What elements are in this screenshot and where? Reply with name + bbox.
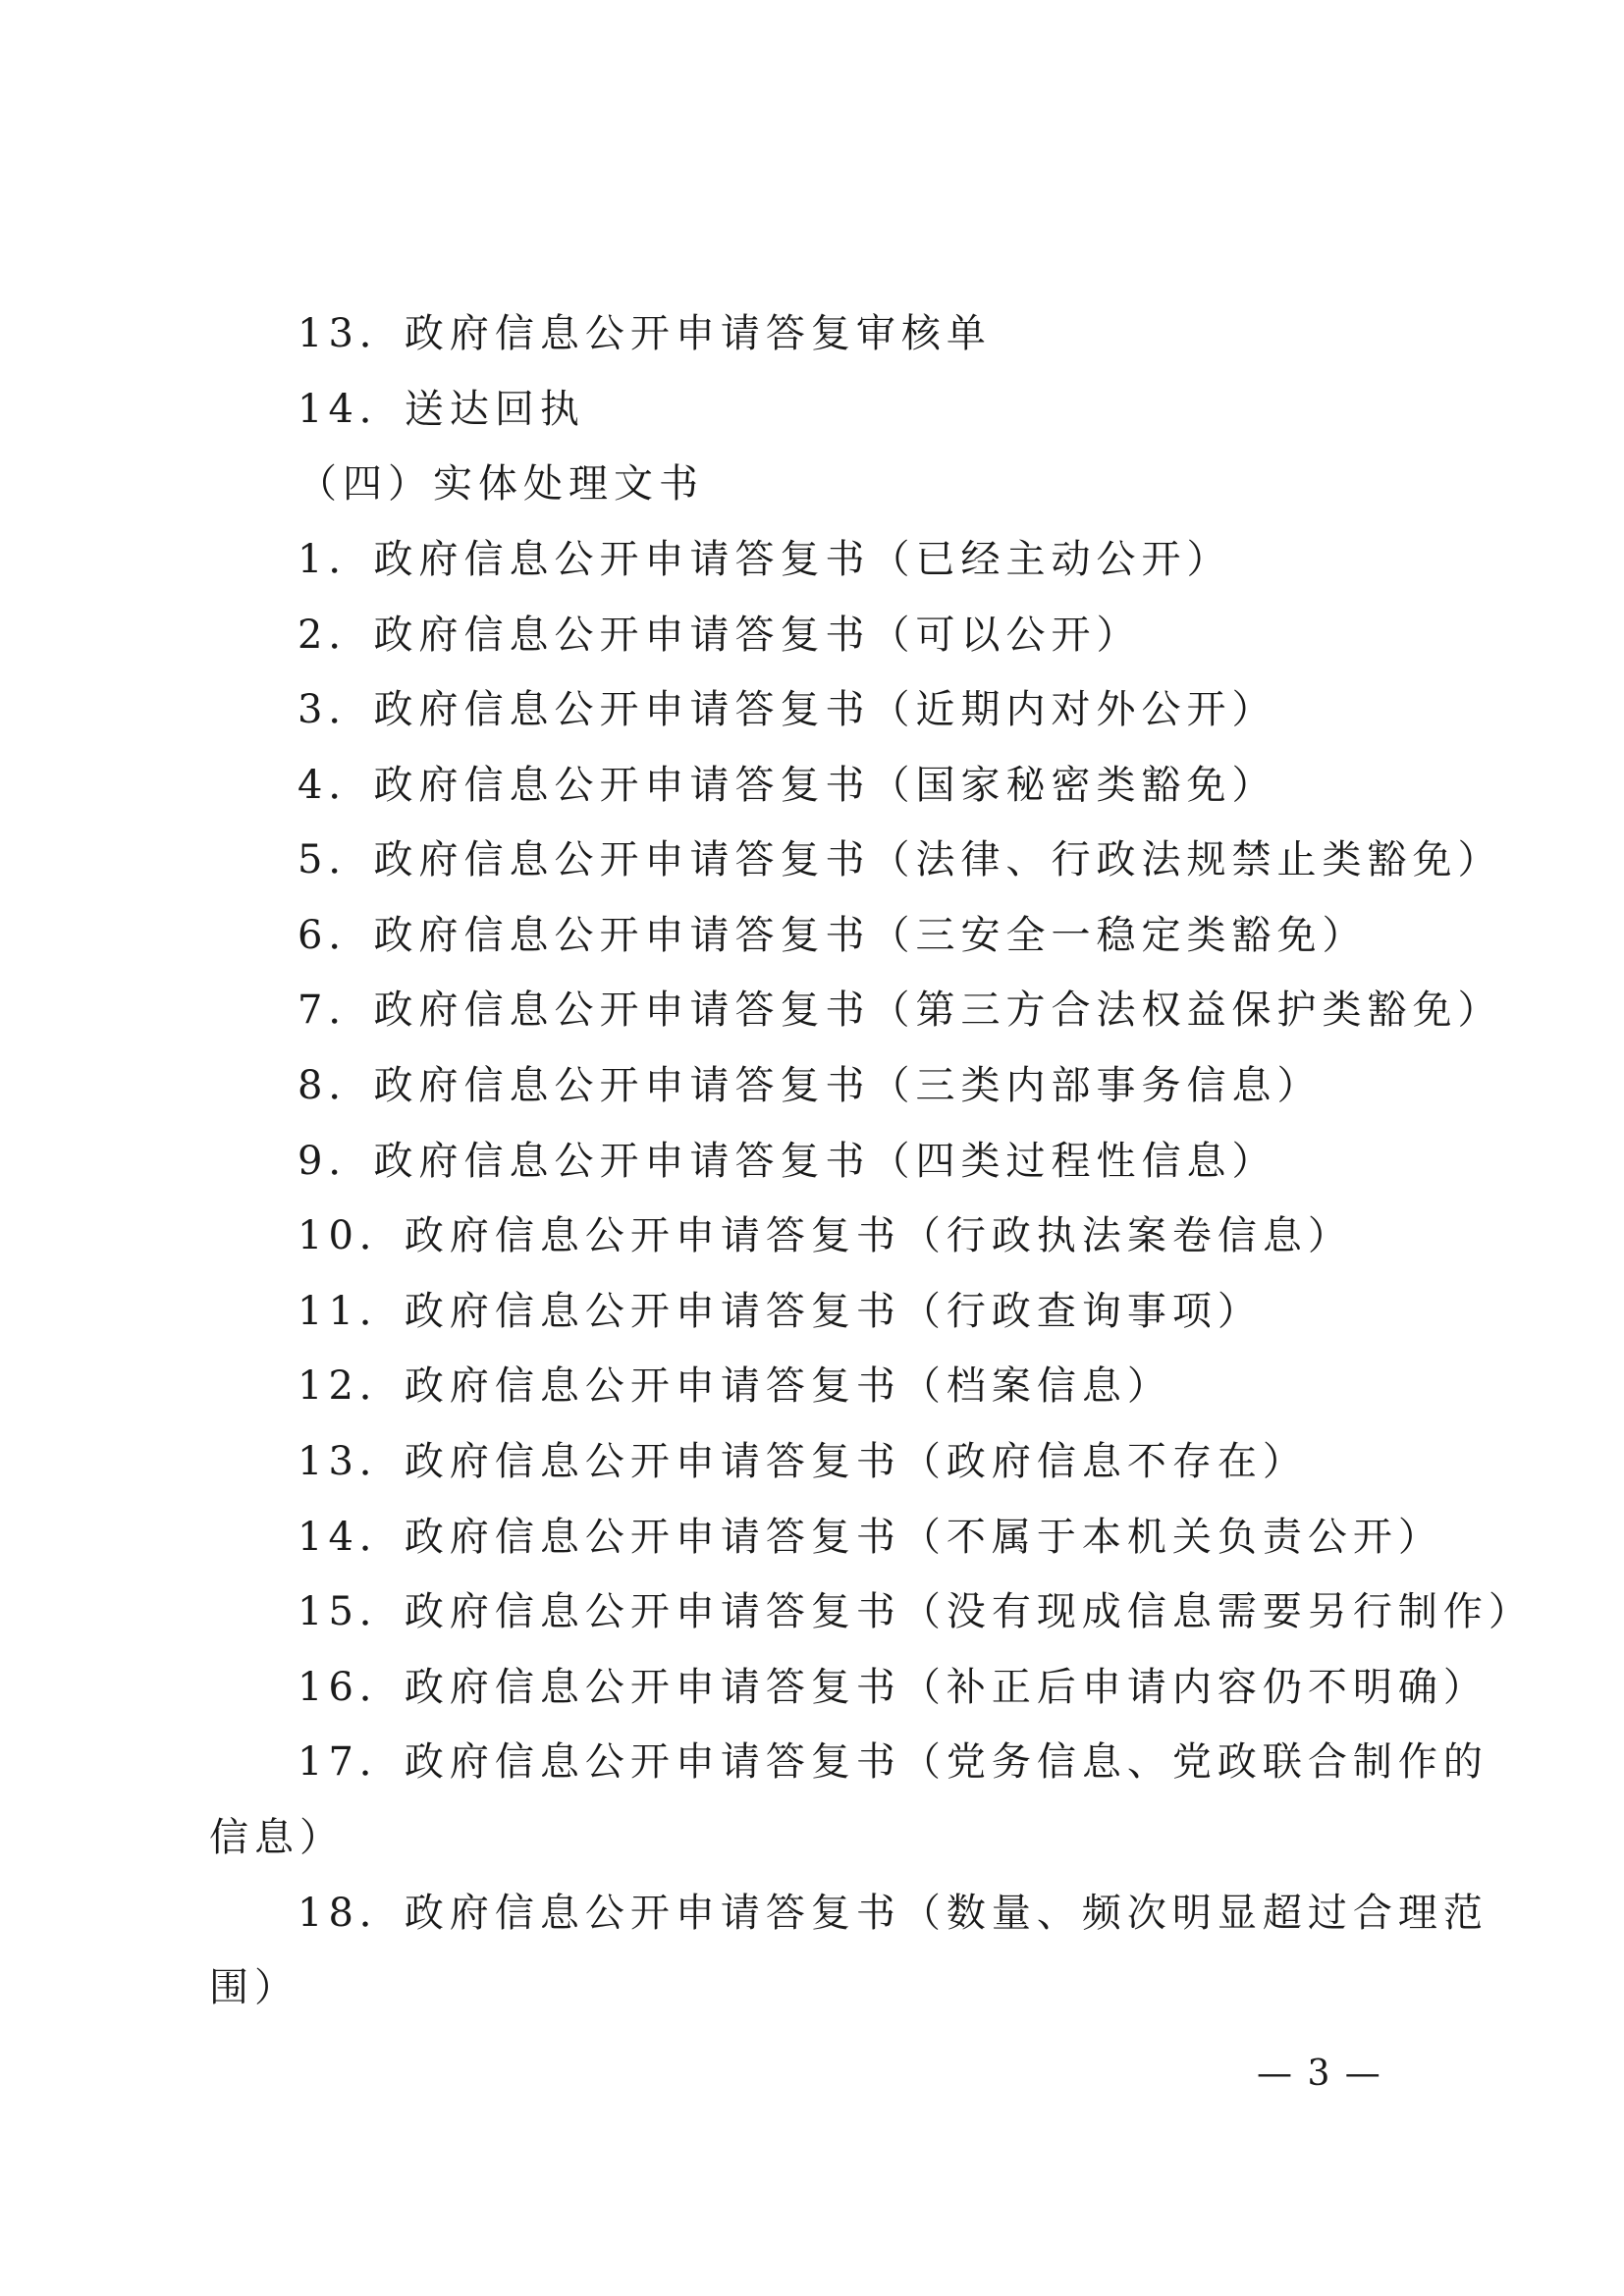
list-item: 12．政府信息公开申请答复书（档案信息） xyxy=(298,1363,1172,1409)
list-item: 9．政府信息公开申请答复书（四类过程性信息） xyxy=(298,1139,1277,1184)
list-item: 6．政府信息公开申请答复书（三安全一稳定类豁免） xyxy=(298,913,1368,958)
list-item: 1．政府信息公开申请答复书（已经主动公开） xyxy=(298,537,1232,582)
list-item-continuation: 围） xyxy=(209,1965,299,2010)
list-item: 13．政府信息公开申请答复审核单 xyxy=(298,311,992,356)
list-item-continuation: 信息） xyxy=(209,1815,345,1860)
list-item: 11．政府信息公开申请答复书（行政查询事项） xyxy=(298,1289,1263,1334)
list-item: 15．政府信息公开申请答复书（没有现成信息需要另行制作） xyxy=(298,1589,1534,1634)
list-item: 14．政府信息公开申请答复书（不属于本机关负责公开） xyxy=(298,1515,1443,1560)
list-item: 2．政府信息公开申请答复书（可以公开） xyxy=(298,613,1142,658)
list-item: 7．政府信息公开申请答复书（第三方合法权益保护类豁免） xyxy=(298,988,1503,1033)
list-item: 10．政府信息公开申请答复书（行政执法案卷信息） xyxy=(298,1213,1353,1258)
list-item: 5．政府信息公开申请答复书（法律、行政法规禁止类豁免） xyxy=(298,837,1503,882)
page-number: — 3 — xyxy=(1257,2054,1382,2094)
section-heading: （四）实体处理文书 xyxy=(298,461,704,507)
list-item: 3．政府信息公开申请答复书（近期内对外公开） xyxy=(298,687,1277,732)
list-item: 4．政府信息公开申请答复书（国家秘密类豁免） xyxy=(298,763,1277,808)
list-item: 16．政府信息公开申请答复书（补正后申请内容仍不明确） xyxy=(298,1665,1489,1710)
list-item: 13．政府信息公开申请答复书（政府信息不存在） xyxy=(298,1439,1308,1484)
list-item: 18．政府信息公开申请答复书（数量、频次明显超过合理范 xyxy=(298,1891,1489,1936)
list-item: 8．政府信息公开申请答复书（三类内部事务信息） xyxy=(298,1063,1323,1108)
list-item: 17．政府信息公开申请答复书（党务信息、党政联合制作的 xyxy=(298,1739,1489,1785)
list-item: 14．送达回执 xyxy=(298,387,585,432)
